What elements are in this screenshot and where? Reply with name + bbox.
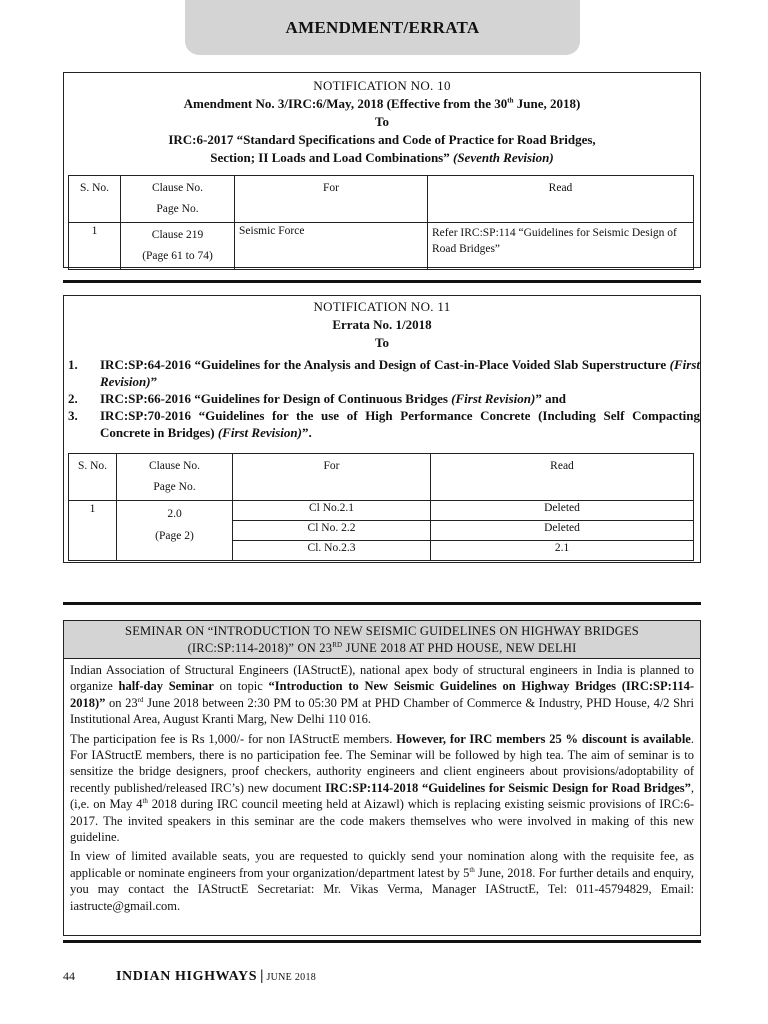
cell-sno: 1 <box>69 501 117 561</box>
list-item: 1. IRC:SP:64-2016 “Guidelines for the Analysis and Design of Cast-in-Place Voided Slab Superstructure (First Revision)” <box>68 357 700 389</box>
col-read-header: Read <box>431 454 694 501</box>
cell-read: 2.1 <box>431 541 694 561</box>
cell-read: Deleted <box>431 521 694 541</box>
magazine-title: INDIAN HIGHWAYS <box>116 969 258 984</box>
col-clause-header: Clause No. Page No. <box>121 176 235 223</box>
list-item: 3. IRC:SP:70-2016 “Guidelines for the use of High Performance Concrete (Including Self Compacting Concrete in Bridges) (First Revision)”. <box>68 408 700 440</box>
seminar-paragraph-2: The participation fee is Rs 1,000/- for non IAStructE members. However, for IRC members 25 % discount is available. For IAStructE members, there is no participation fee. The Seminar will be followed by high tea. The aim of seminar is to sensitize the bridge designers, proof checkers, authority engineers and client engineers about provisions/adoptability of recently published/released IRC’s) new document IRC:SP:114-2018 “Guidelines for Seismic Design for Road Bridges”, (i,e. on May 4th 2018 during IRC council meeting held at Aizawl) which is replacing existing seismic provisions of IRC:6-2017. The invited speakers in this seminar are the code makers themselves who were involved in making of this new guideline. <box>70 731 694 845</box>
cell-for: Cl No. 2.2 <box>233 521 431 541</box>
footer-separator: | <box>260 968 264 984</box>
to-line: To <box>375 335 389 350</box>
table-row <box>69 501 694 521</box>
col-for-header: For <box>235 176 428 223</box>
seminar-title: SEMINAR ON “INTRODUCTION TO NEW SEISMIC GUIDELINES ON HIGHWAY BRIDGES (IRC:SP:114-2018)” ON 23RD JUNE 2018 AT PHD HOUSE, NEW DELHI <box>63 620 701 659</box>
errata-list <box>64 356 700 441</box>
seminar-body <box>63 659 701 936</box>
divider <box>63 602 701 605</box>
seminar-paragraph-3: In view of limited available seats, you are requested to quickly send your nomination along with the requisite fee, as applicable or nominate engineers from your organization/department latest by 5th June, 2018. For further details and enquiry, you may contact the IAStructE Secretariat: Mr. Vikas Verma, Manager IAStructE, Tel: 011-45794829, Email: iastructe@gmail.com. <box>70 849 694 913</box>
table-row <box>69 223 694 270</box>
notification-11-box <box>63 295 701 563</box>
standard-title-line: IRC:6-2017 “Standard Specifications and Code of Practice for Road Bridges, <box>168 132 596 147</box>
col-sno-header: S. No. <box>69 176 121 223</box>
col-read-header: Read <box>428 176 694 223</box>
notification-10-title: NOTIFICATION NO. 10 <box>313 78 451 93</box>
to-line: To <box>375 114 389 129</box>
errata-table <box>68 453 694 561</box>
col-clause-header: Clause No. Page No. <box>117 454 233 501</box>
cell-for: Seismic Force <box>235 223 428 270</box>
page-footer <box>63 968 316 985</box>
list-item: 2. IRC:SP:66-2016 “Guidelines for Design of Continuous Bridges (First Revision)” and <box>68 391 567 406</box>
cell-read: Deleted <box>431 501 694 521</box>
cell-read: Refer IRC:SP:114 “Guidelines for Seismic Design of Road Bridges” <box>428 223 694 270</box>
page-number: 44 <box>63 969 75 983</box>
cell-clause: Clause 219 (Page 61 to 74) <box>121 223 235 270</box>
section-line: Section; II Loads and Load Combinations” (Seventh Revision) <box>210 150 554 165</box>
table-header-row <box>69 454 694 501</box>
amendment-line: Amendment No. 3/IRC:6/May, 2018 (Effective from the 30th June, 2018) <box>183 96 581 111</box>
notification-10-box <box>63 72 701 268</box>
col-for-header: For <box>233 454 431 501</box>
divider <box>63 940 701 943</box>
issue-date: JUNE 2018 <box>266 972 317 983</box>
divider <box>63 280 701 283</box>
col-sno-header: S. No. <box>69 454 117 501</box>
cell-clause: 2.0 (Page 2) <box>117 501 233 561</box>
amendment-table <box>68 175 694 270</box>
notification-11-title: NOTIFICATION NO. 11 <box>313 299 451 314</box>
cell-for: Cl. No.2.3 <box>233 541 431 561</box>
header-tab <box>185 0 580 55</box>
seminar-paragraph-1: Indian Association of Structural Engineers (IAStructE), national apex body of structural engineers in India is planned to organize half-day Seminar on topic “Introduction to New Seismic Guidelines on Highway Bridges (IRC:SP:114-2018)” on 23rd June 2018 between 2:30 PM to 05:30 PM at PHD Chamber of Commerce & Industry, PHD House, 4/2 Shri Institutional Area, August Kranti Marg, New Delhi 110 016. <box>70 663 694 727</box>
table-header-row <box>69 176 694 223</box>
page-title: AMENDMENT/ERRATA <box>285 17 480 37</box>
cell-for: Cl No.2.1 <box>233 501 431 521</box>
errata-line: Errata No. 1/2018 <box>332 317 432 332</box>
cell-sno: 1 <box>69 223 121 270</box>
